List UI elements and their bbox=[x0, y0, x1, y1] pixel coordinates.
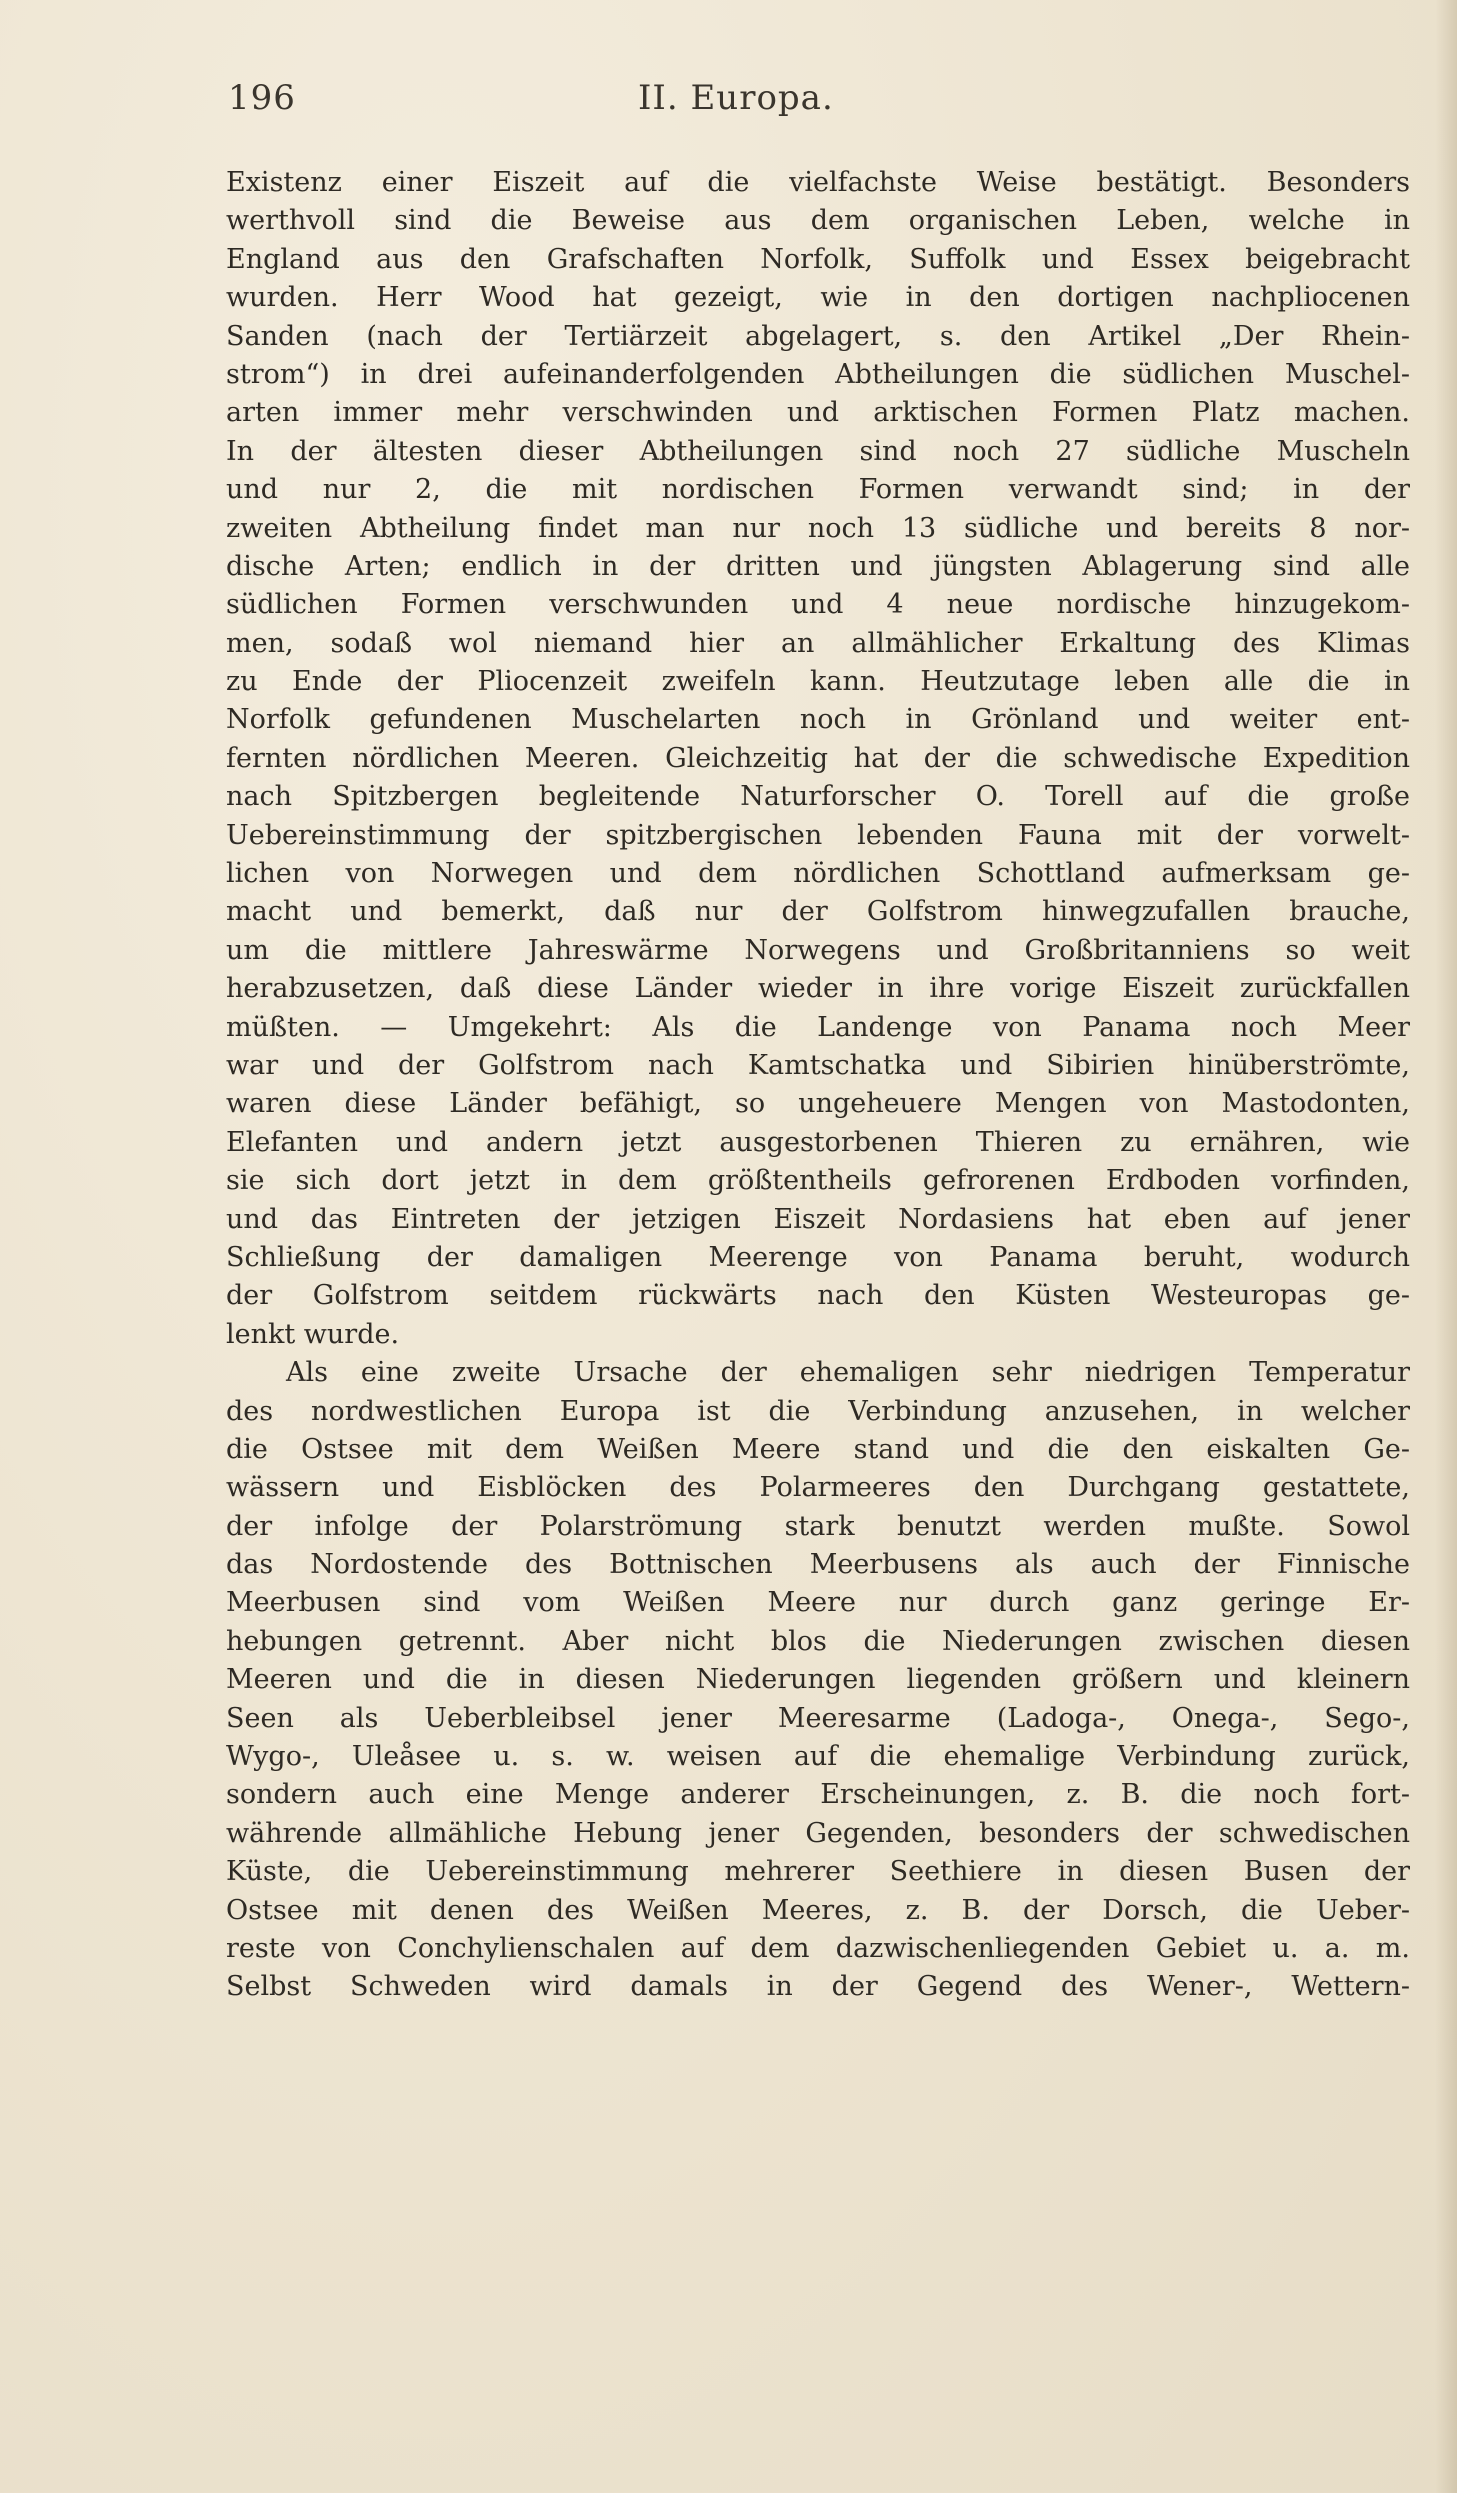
text-line: lichen von Norwegen und dem nördlichen Schottland aufmerksam ge- bbox=[226, 858, 1410, 890]
text-line: strom“) in drei aufeinanderfolgenden Abtheilungen die südlichen Muschel- bbox=[226, 358, 1410, 390]
text-line: Elefanten und andern jetzt ausgestorbenen Thieren zu ernähren, wie bbox=[226, 1126, 1410, 1158]
text-line: war und der Golfstrom nach Kamtschatka und Sibirien hinüberströmte, bbox=[226, 1049, 1410, 1081]
text-line: nach Spitzbergen begleitende Naturforscher O. Torell auf die große bbox=[226, 781, 1410, 813]
text-line: zweiten Abtheilung findet man nur noch 13 südliche und bereits 8 nor- bbox=[226, 512, 1410, 544]
text-line: Seen als Ueberbleibsel jener Meeresarme (Ladoga-, Onega-, Sego-, bbox=[226, 1702, 1410, 1734]
text-line: um die mittlere Jahreswärme Norwegens und Großbritanniens so weit bbox=[226, 934, 1410, 966]
text-line-paragraph-start: Als eine zweite Ursache der ehemaligen sehr niedrigen Temperatur bbox=[286, 1357, 1410, 1389]
page-number: 196 bbox=[228, 78, 296, 118]
text-line: und das Eintreten der jetzigen Eiszeit Nordasiens hat eben auf jener bbox=[226, 1203, 1410, 1235]
text-line: südlichen Formen verschwunden und 4 neue nordische hinzugekom- bbox=[226, 589, 1410, 621]
text-line: In der ältesten dieser Abtheilungen sind noch 27 südliche Muscheln bbox=[226, 435, 1410, 467]
text-line: dische Arten; endlich in der dritten und jüngsten Ablagerung sind alle bbox=[226, 550, 1410, 582]
text-line: müßten. — Umgekehrt: Als die Landenge von Panama noch Meer bbox=[226, 1011, 1410, 1043]
text-line: Selbst Schweden wird damals in der Gegend des Wener-, Wettern- bbox=[226, 1971, 1410, 2003]
text-line: und nur 2, die mit nordischen Formen verwandt sind; in der bbox=[226, 474, 1410, 506]
text-line: Schließung der damaligen Meerenge von Panama beruht, wodurch bbox=[226, 1241, 1410, 1273]
text-line: herabzusetzen, daß diese Länder wieder in ihre vorige Eiszeit zurückfallen bbox=[226, 973, 1410, 1005]
page-edge-shadow bbox=[1435, 0, 1457, 2493]
text-line-paragraph-end: lenkt wurde. bbox=[226, 1318, 400, 1350]
text-line: Existenz einer Eiszeit auf die vielfachste Weise bestätigt. Besonders bbox=[226, 167, 1410, 198]
text-line: arten immer mehr verschwinden und arktischen Formen Platz machen. bbox=[226, 397, 1410, 429]
text-line: Uebereinstimmung der spitzbergischen lebenden Fauna mit der vorwelt- bbox=[226, 819, 1410, 851]
text-line: sondern auch eine Menge anderer Erscheinungen, z. B. die noch fort- bbox=[226, 1779, 1410, 1811]
running-head: II. Europa. bbox=[638, 78, 834, 118]
text-line: reste von Conchylienschalen auf dem dazwischenliegenden Gebiet u. a. m. bbox=[226, 1932, 1410, 1964]
text-line: zu Ende der Pliocenzeit zweifeln kann. Heutzutage leben alle die in bbox=[226, 666, 1410, 698]
text-line: des nordwestlichen Europa ist die Verbindung anzusehen, in welcher bbox=[226, 1395, 1410, 1427]
text-line: sie sich dort jetzt in dem größtentheils gefrorenen Erdboden vorfinden, bbox=[226, 1165, 1410, 1197]
text-line: der Golfstrom seitdem rückwärts nach den Küsten Westeuropas ge- bbox=[226, 1280, 1410, 1312]
text-line: Ostsee mit denen des Weißen Meeres, z. B. der Dorsch, die Ueber- bbox=[226, 1894, 1410, 1926]
body-text bbox=[226, 164, 1410, 2007]
text-line: Meeren und die in diesen Niederungen liegenden größern und kleinern bbox=[226, 1664, 1410, 1696]
text-line: die Ostsee mit dem Weißen Meere stand und die den eiskalten Ge- bbox=[226, 1433, 1410, 1465]
text-line: macht und bemerkt, daß nur der Golfstrom hinwegzufallen brauche, bbox=[226, 896, 1410, 928]
text-line: Meerbusen sind vom Weißen Meere nur durch ganz geringe Er- bbox=[226, 1587, 1410, 1619]
text-line: währende allmähliche Hebung jener Gegenden, besonders der schwedischen bbox=[226, 1817, 1410, 1849]
text-line: Norfolk gefundenen Muschelarten noch in Grönland und weiter ent- bbox=[226, 704, 1410, 736]
text-line: werthvoll sind die Beweise aus dem organischen Leben, welche in bbox=[226, 205, 1410, 237]
text-line: men, sodaß wol niemand hier an allmählicher Erkaltung des Klimas bbox=[226, 627, 1410, 659]
text-line: hebungen getrennt. Aber nicht blos die Niederungen zwischen diesen bbox=[226, 1625, 1410, 1657]
text-line: fernten nördlichen Meeren. Gleichzeitig hat der die schwedische Expedition bbox=[226, 742, 1410, 774]
text-line: wässern und Eisblöcken des Polarmeeres den Durchgang gestattete, bbox=[226, 1472, 1410, 1504]
text-line: der infolge der Polarströmung stark benutzt werden mußte. Sowol bbox=[226, 1510, 1410, 1542]
text-line: England aus den Grafschaften Norfolk, Suffolk und Essex beigebracht bbox=[226, 243, 1410, 275]
text-line: Wygo-, Uleåsee u. s. w. weisen auf die ehemalige Verbindung zurück, bbox=[226, 1741, 1410, 1773]
text-line: Sanden (nach der Tertiärzeit abgelagert, s. den Artikel „Der Rhein- bbox=[226, 320, 1410, 352]
text-line: wurden. Herr Wood hat gezeigt, wie in den dortigen nachpliocenen bbox=[226, 282, 1410, 314]
text-line: waren diese Länder befähigt, so ungeheuere Mengen von Mastodonten, bbox=[226, 1088, 1410, 1120]
page-header bbox=[228, 78, 1408, 138]
text-line: Küste, die Uebereinstimmung mehrerer Seethiere in diesen Busen der bbox=[226, 1856, 1410, 1888]
text-line: das Nordostende des Bottnischen Meerbusens als auch der Finnische bbox=[226, 1549, 1410, 1581]
